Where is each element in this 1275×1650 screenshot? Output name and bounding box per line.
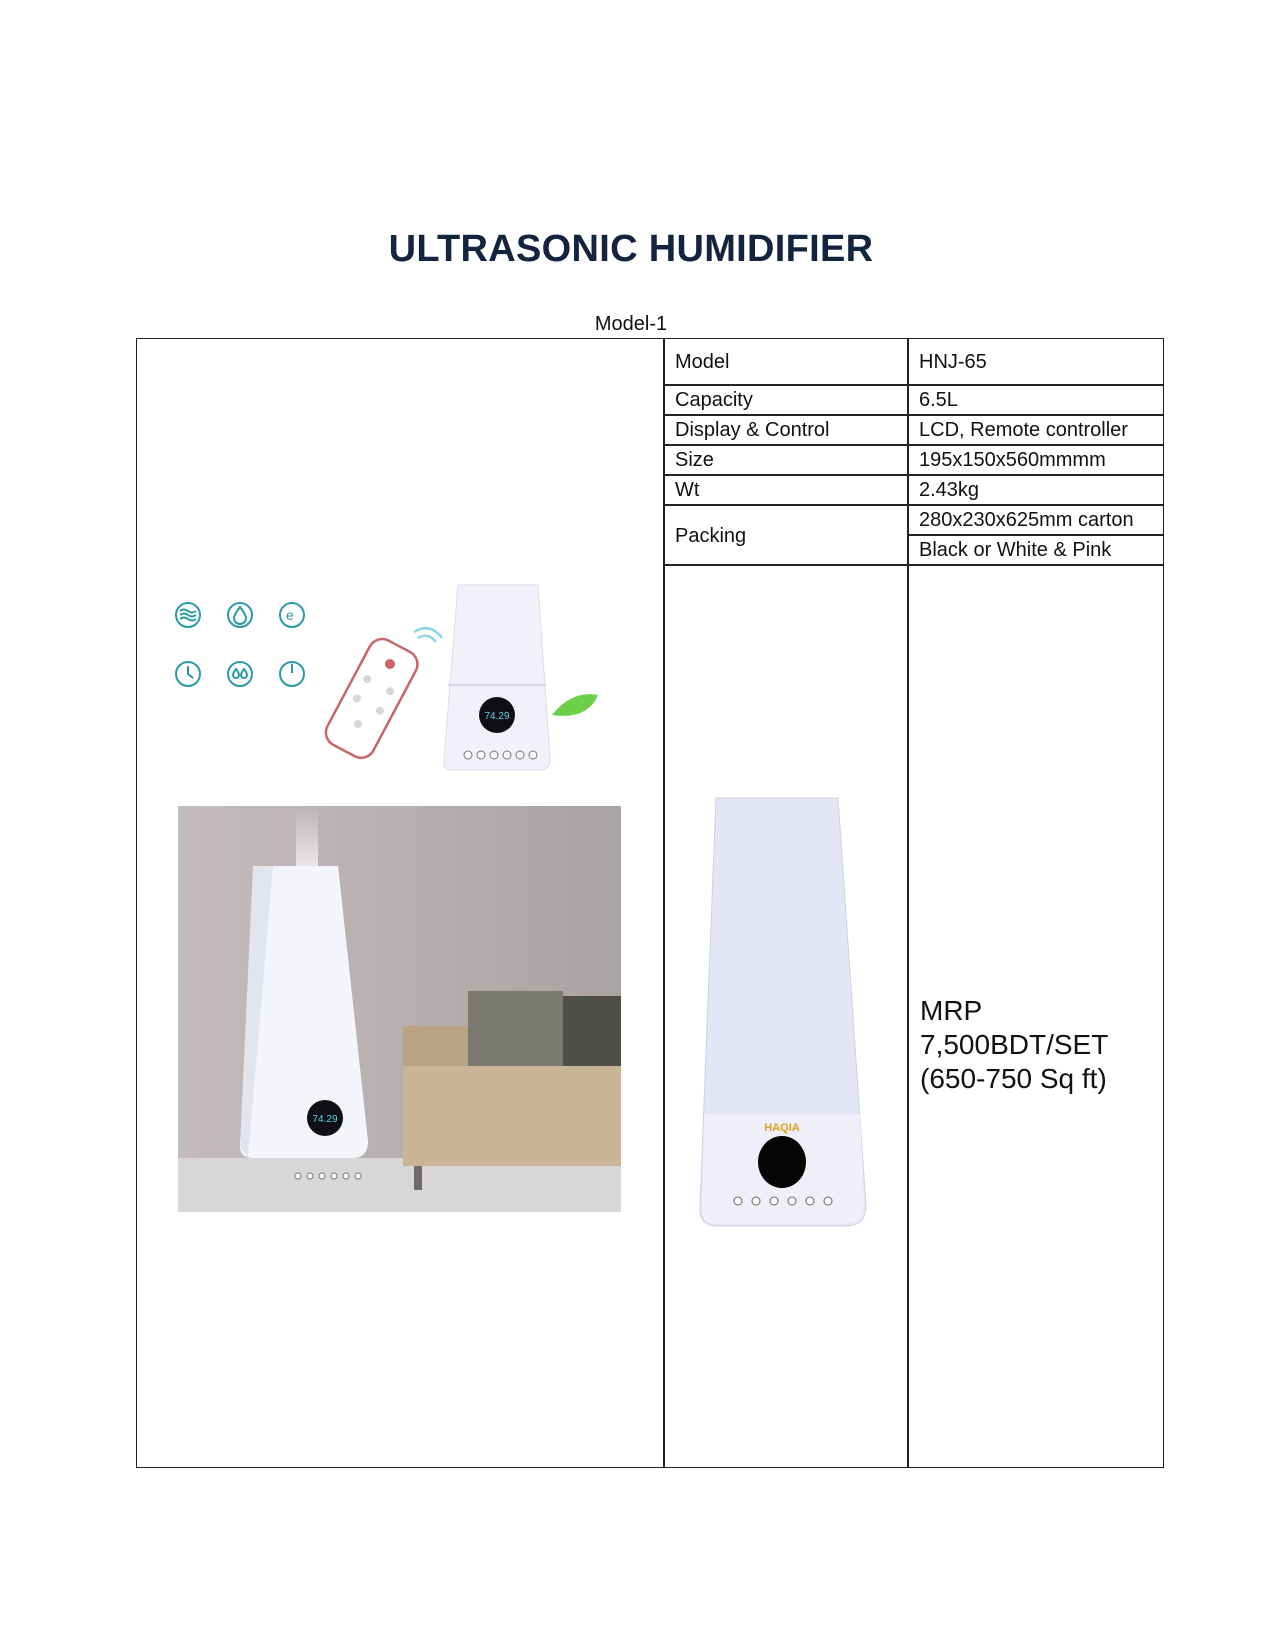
spec-value-display: LCD, Remote controller <box>919 419 1128 441</box>
table-divider <box>663 504 1164 506</box>
feature-image <box>160 580 650 795</box>
lcd-readout: 74.29 <box>484 711 510 722</box>
table-divider <box>907 534 1164 536</box>
spec-label-weight: Wt <box>675 479 700 501</box>
spec-value-packing-color: Black or White & Pink <box>919 539 1112 561</box>
table-divider <box>663 564 1164 566</box>
price-label: MRP <box>920 995 983 1026</box>
table-divider <box>663 444 1164 446</box>
front-view-image <box>694 796 870 1228</box>
spec-value-model: HNJ-65 <box>919 351 987 373</box>
price-coverage: (650-750 Sq ft) <box>920 1063 1107 1094</box>
spec-label-packing: Packing <box>675 525 747 547</box>
spec-label-model: Model <box>675 351 730 373</box>
table-divider <box>663 338 665 1468</box>
table-divider <box>663 474 1164 476</box>
lcd-readout: 74.29 <box>312 1114 338 1125</box>
model-subtitle: Model-1 <box>594 313 668 335</box>
spec-label-size: Size <box>675 449 714 471</box>
room-scene-image <box>178 806 621 1212</box>
spec-label-display: Display & Control <box>675 419 830 441</box>
humidifier-body <box>444 585 550 770</box>
spec-value-weight: 2.43kg <box>919 479 980 501</box>
table-divider <box>663 414 1164 416</box>
spec-value-capacity: 6.5L <box>919 389 958 411</box>
remote-control-icon <box>321 634 422 763</box>
price-value: 7,500BDT/SET <box>920 1029 1109 1060</box>
spec-label-capacity: Capacity <box>675 389 753 411</box>
svg-text:e: e <box>286 607 294 623</box>
auto-humidity-icon <box>228 662 252 686</box>
leaf-icon <box>552 694 598 716</box>
spec-value-size: 195x150x560mmmm <box>919 449 1106 471</box>
lcd-display <box>758 1136 806 1188</box>
table-divider <box>663 384 1164 386</box>
page-title: ULTRASONIC HUMIDIFIER <box>388 228 874 270</box>
spec-value-packing-carton: 280x230x625mm carton <box>919 509 1134 531</box>
table-divider <box>907 338 909 1468</box>
price-block <box>920 994 1108 1096</box>
brand-logo: HAQIA <box>764 1122 800 1134</box>
